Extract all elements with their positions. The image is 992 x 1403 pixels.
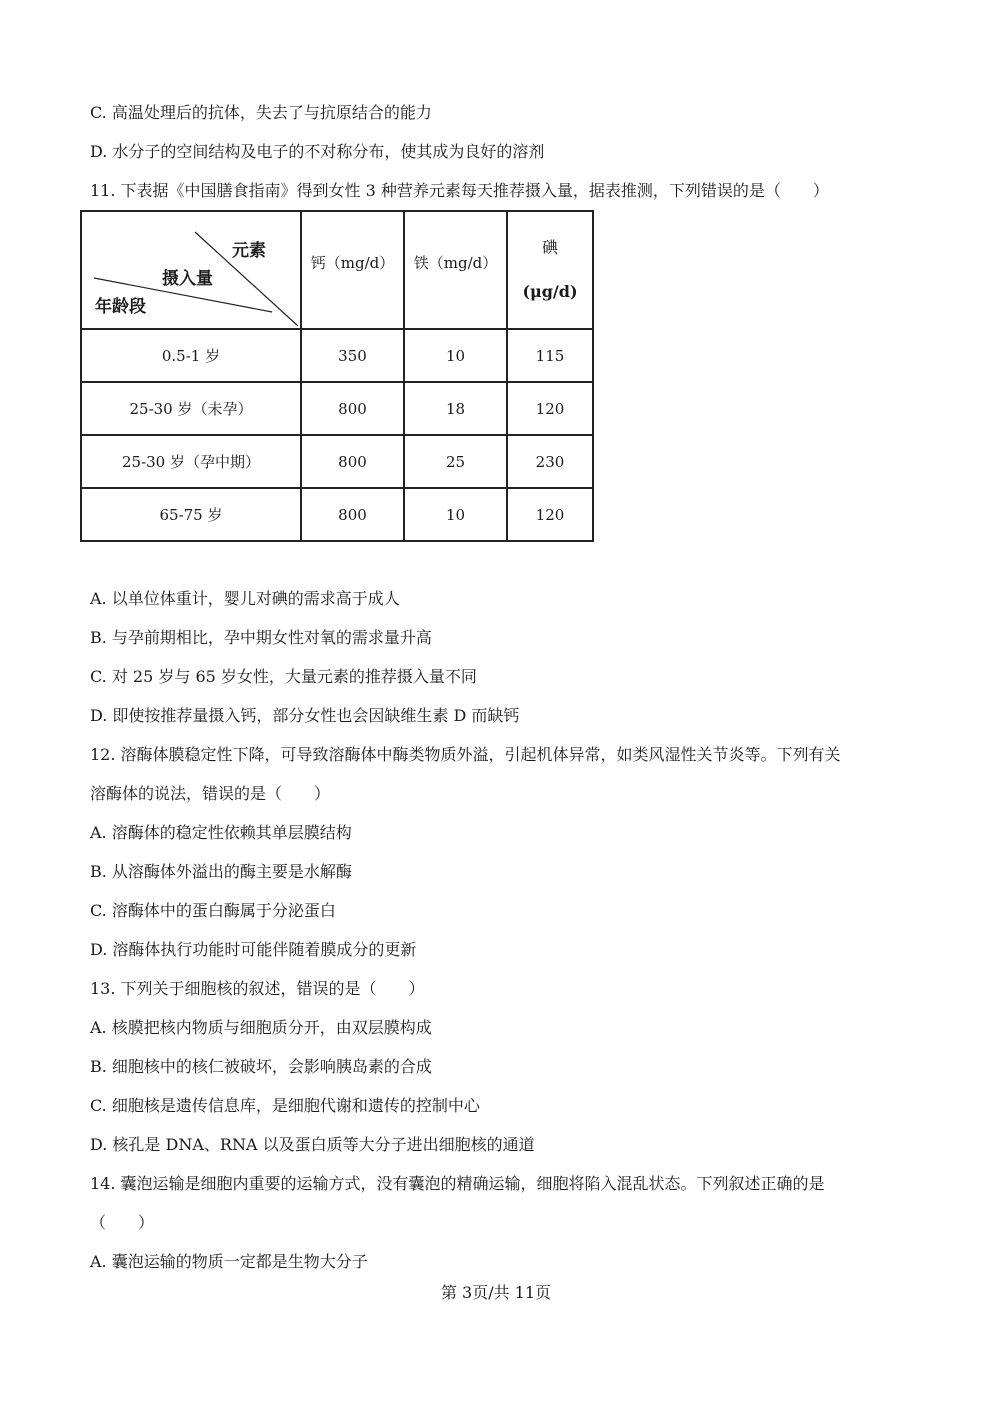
cell-age: 65-75 岁	[81, 488, 301, 541]
page-footer: 第 3页/共 11页	[440, 1283, 552, 1302]
header-iodine	[507, 211, 593, 329]
table-row	[81, 329, 593, 382]
cell-age: 0.5-1 岁	[81, 329, 301, 382]
header-iodine-unit: (μg/d)	[522, 282, 578, 301]
cell-calcium: 800	[301, 435, 404, 488]
cell-iron: 10	[404, 329, 507, 382]
corner-label-intake: 摄入量	[162, 269, 213, 289]
corner-label-element: 元素	[232, 241, 266, 261]
nutrient-table	[80, 210, 594, 542]
q12-option-a: A. 溶酶体的稳定性依赖其单层膜结构	[90, 823, 352, 842]
table-corner-cell	[81, 211, 301, 329]
cell-calcium: 350	[301, 329, 404, 382]
q12-stem-line2: 溶酶体的说法，错误的是（ ）	[90, 784, 331, 803]
q10-option-d: D. 水分子的空间结构及电子的不对称分布，使其成为良好的溶剂	[90, 142, 545, 161]
q14-stem-line2: （ ）	[90, 1213, 155, 1232]
header-calcium: 钙（mg/d）	[301, 211, 404, 329]
table-row	[81, 488, 593, 541]
cell-age: 25-30 岁（孕中期）	[81, 435, 301, 488]
q11-stem: 11. 下表据《中国膳食指南》得到女性 3 种营养元素每天推荐摄入量，据表推测，下列错误的是（ ）	[90, 181, 829, 200]
q10-option-c: C. 高温处理后的抗体，失去了与抗原结合的能力	[90, 103, 432, 122]
q12-option-b: B. 从溶酶体外溢出的酶主要是水解酶	[90, 862, 352, 881]
q11-option-b: B. 与孕前期相比，孕中期女性对氧的需求量升高	[90, 628, 432, 647]
q13-option-d: D. 核孔是 DNA、RNA 以及蛋白质等大分子进出细胞核的通道	[90, 1135, 535, 1154]
header-iron: 铁（mg/d）	[404, 211, 507, 329]
cell-calcium: 800	[301, 382, 404, 435]
cell-iodine: 120	[507, 382, 593, 435]
q11-option-a: A. 以单位体重计，婴儿对碘的需求高于成人	[90, 589, 400, 608]
q11-option-d: D. 即使按推荐量摄入钙，部分女性也会因缺维生素 D 而缺钙	[90, 706, 520, 725]
q13-option-c: C. 细胞核是遗传信息库，是细胞代谢和遗传的控制中心	[90, 1096, 480, 1115]
q11-option-c: C. 对 25 岁与 65 岁女性，大量元素的推荐摄入量不同	[90, 667, 477, 686]
table-header-row	[81, 211, 593, 329]
q12-option-d: D. 溶酶体执行功能时可能伴随着膜成分的更新	[90, 940, 417, 959]
cell-iodine: 230	[507, 435, 593, 488]
corner-label-age: 年龄段	[95, 297, 146, 317]
cell-calcium: 800	[301, 488, 404, 541]
header-iodine-name: 碘	[541, 238, 558, 257]
q12-option-c: C. 溶酶体中的蛋白酶属于分泌蛋白	[90, 901, 336, 920]
cell-age: 25-30 岁（未孕）	[81, 382, 301, 435]
cell-iron: 10	[404, 488, 507, 541]
q12-stem-line1: 12. 溶酶体膜稳定性下降，可导致溶酶体中酶类物质外溢，引起机体异常，如类风湿性关节炎等。下列有关	[90, 745, 841, 764]
q13-option-b: B. 细胞核中的核仁被破坏，会影响胰岛素的合成	[90, 1057, 432, 1076]
q13-stem: 13. 下列关于细胞核的叙述，错误的是（ ）	[90, 979, 425, 998]
cell-iodine: 115	[507, 329, 593, 382]
cell-iron: 18	[404, 382, 507, 435]
table-row	[81, 382, 593, 435]
q14-option-a: A. 囊泡运输的物质一定都是生物大分子	[90, 1252, 368, 1271]
q14-stem-line1: 14. 囊泡运输是细胞内重要的运输方式，没有囊泡的精确运输，细胞将陷入混乱状态。下列叙述正确的是	[90, 1174, 825, 1193]
cell-iodine: 120	[507, 488, 593, 541]
cell-iron: 25	[404, 435, 507, 488]
table-row	[81, 435, 593, 488]
q13-option-a: A. 核膜把核内物质与细胞质分开，由双层膜构成	[90, 1018, 432, 1037]
